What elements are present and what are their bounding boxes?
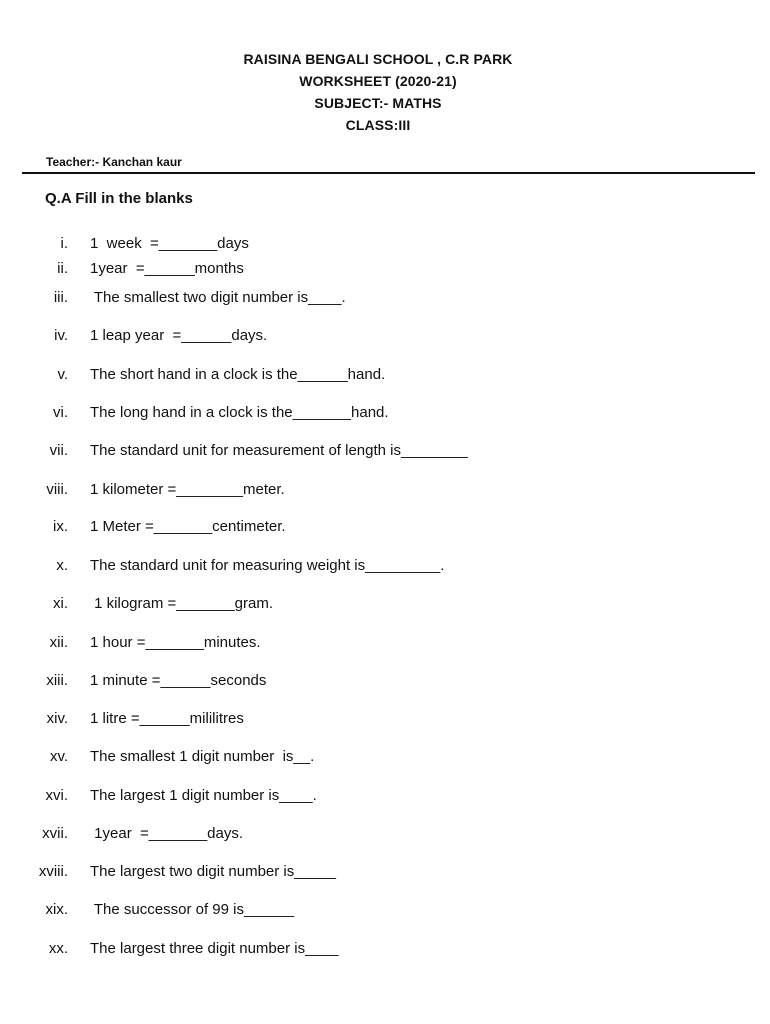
item-text: 1 kilometer =________meter. bbox=[90, 481, 285, 498]
question-item bbox=[0, 823, 720, 845]
item-text: 1 week =_______days bbox=[90, 235, 249, 252]
item-text: 1 minute =______seconds bbox=[90, 672, 267, 689]
question-item bbox=[0, 899, 720, 921]
item-number: xii. bbox=[49, 634, 68, 651]
worksheet-title: WORKSHEET (2020-21) bbox=[299, 73, 457, 89]
question-item bbox=[0, 364, 720, 386]
question-item bbox=[0, 555, 720, 577]
item-number: iii. bbox=[53, 289, 68, 306]
question-item bbox=[0, 708, 720, 730]
item-text: 1year =_______days. bbox=[90, 825, 244, 842]
item-number: xix. bbox=[45, 901, 68, 918]
item-number: viii. bbox=[46, 481, 68, 498]
item-number: x. bbox=[56, 557, 68, 574]
question-item bbox=[0, 593, 720, 615]
question-item bbox=[0, 402, 720, 424]
question-item bbox=[0, 632, 720, 654]
item-number: vi. bbox=[53, 404, 68, 421]
worksheet-header bbox=[0, 48, 756, 136]
question-item bbox=[0, 287, 720, 309]
item-text: The largest two digit number is_____ bbox=[90, 863, 336, 880]
item-text: The smallest two digit number is____. bbox=[90, 289, 346, 306]
item-number: ii. bbox=[57, 260, 68, 277]
item-text: The standard unit for measuring weight is_________. bbox=[90, 557, 445, 574]
section-title: Q.A Fill in the blanks bbox=[45, 190, 193, 207]
item-text: 1 hour =_______minutes. bbox=[90, 634, 261, 651]
item-text: The long hand in a clock is the_______hand. bbox=[90, 404, 389, 421]
item-number: xvi. bbox=[45, 787, 68, 804]
item-text: The smallest 1 digit number is__. bbox=[90, 748, 315, 765]
item-number: xiii. bbox=[46, 672, 68, 689]
item-text: The largest 1 digit number is____. bbox=[90, 787, 317, 804]
subject-line: SUBJECT:- MATHS bbox=[314, 95, 442, 111]
item-number: i. bbox=[60, 235, 68, 252]
question-item bbox=[0, 746, 720, 768]
question-item bbox=[0, 861, 720, 883]
item-number: xvii. bbox=[42, 825, 68, 842]
item-text: 1 Meter =_______centimeter. bbox=[90, 518, 286, 535]
item-text: 1year =______months bbox=[90, 260, 244, 277]
question-item bbox=[0, 785, 720, 807]
question-item bbox=[0, 440, 720, 462]
question-item bbox=[0, 670, 720, 692]
item-number: v. bbox=[57, 366, 68, 383]
item-text: The largest three digit number is____ bbox=[90, 940, 339, 957]
item-text: 1 kilogram =_______gram. bbox=[90, 595, 274, 612]
class-line: CLASS:III bbox=[345, 117, 411, 133]
item-number: xx. bbox=[48, 940, 68, 957]
question-item bbox=[0, 233, 720, 255]
item-number: ix. bbox=[53, 518, 68, 535]
question-item bbox=[0, 938, 720, 960]
question-item bbox=[0, 516, 720, 538]
item-number: xviii. bbox=[38, 863, 68, 880]
question-item bbox=[0, 325, 720, 347]
question-item bbox=[0, 479, 720, 501]
header-divider bbox=[22, 172, 755, 174]
item-number: iv. bbox=[54, 327, 68, 344]
item-text: 1 litre =______mililitres bbox=[90, 710, 244, 727]
item-number: xv. bbox=[49, 748, 68, 765]
item-text: The short hand in a clock is the______hand. bbox=[90, 366, 386, 383]
teacher-name: Teacher:- Kanchan kaur bbox=[46, 155, 182, 169]
item-number: xiv. bbox=[46, 710, 68, 727]
item-text: The successor of 99 is______ bbox=[90, 901, 295, 918]
school-name: RAISINA BENGALI SCHOOL , C.R PARK bbox=[243, 51, 513, 67]
item-number: vii. bbox=[49, 442, 68, 459]
item-text: The standard unit for measurement of length is________ bbox=[90, 442, 468, 459]
item-number: xi. bbox=[53, 595, 68, 612]
item-text: 1 leap year =______days. bbox=[90, 327, 268, 344]
question-item bbox=[0, 258, 720, 280]
